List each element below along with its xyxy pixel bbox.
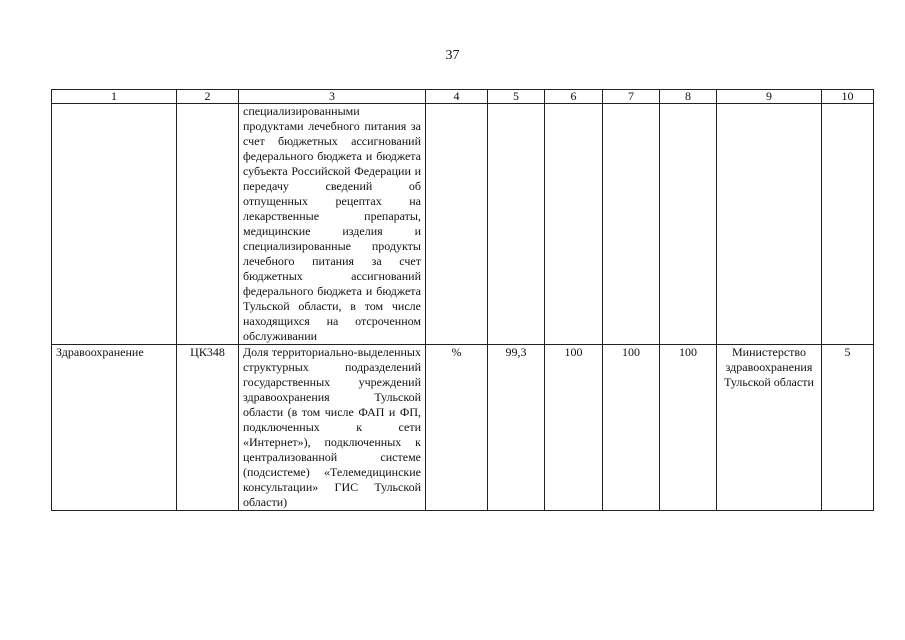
header-cell: 8 [660,90,717,104]
header-cell: 10 [822,90,874,104]
row1-unit-cell [426,104,488,345]
row2-code-cell: ЦК348 [177,345,239,511]
row2-number-cell: 5 [822,345,874,511]
row1-value-cell [660,104,717,345]
row1-description-cell: специализированными продуктами лечебного питания за счет бюджетных ассигнований федерального бюджета и бюджета субъекта Российской Федерации и передачу сведений об отпущенных рецептах на лекарственные препараты, медицинские изделия и специализированные продукты лечебного питания за счет бюджетных ассигнований федерального бюджета и бюджета Тульской области, в том числе находящихся на отсроченном обслуживании [239,104,426,345]
row2-sector-cell: Здравоохранение [52,345,177,511]
row2-target-value-cell: 100 [545,345,603,511]
header-cell: 3 [239,90,426,104]
indicator-table [51,89,874,511]
header-cell: 2 [177,90,239,104]
row1-value-cell [488,104,545,345]
header-cell: 7 [603,90,660,104]
row2-target-value-cell: 100 [660,345,717,511]
row2-description-cell: Доля территориально-выделенных структурных подразделений государственных учреждений здравоохранения Тульской области (в том числе ФАП и ФП, подключенных к сети «Интернет»), подключенных к централизованной системе (подсистеме) «Телемедицинские консультации» ГИС Тульской области) [239,345,426,511]
header-cell: 4 [426,90,488,104]
row1-code-cell [177,104,239,345]
header-cell: 9 [717,90,822,104]
table-row [52,345,874,511]
header-cell: 5 [488,90,545,104]
header-cell: 1 [52,90,177,104]
table-header-row [52,90,874,104]
table-row [52,104,874,345]
row1-number-cell [822,104,874,345]
row2-baseline-value-cell: 99,3 [488,345,545,511]
row1-responsible-cell [717,104,822,345]
row2-unit-cell: % [426,345,488,511]
page-number: 37 [445,48,460,63]
row1-value-cell [603,104,660,345]
row1-sector-cell [52,104,177,345]
row2-target-value-cell: 100 [603,345,660,511]
header-cell: 6 [545,90,603,104]
row1-value-cell [545,104,603,345]
row2-responsible-cell: Министерство здравоохранения Тульской области [717,345,822,511]
